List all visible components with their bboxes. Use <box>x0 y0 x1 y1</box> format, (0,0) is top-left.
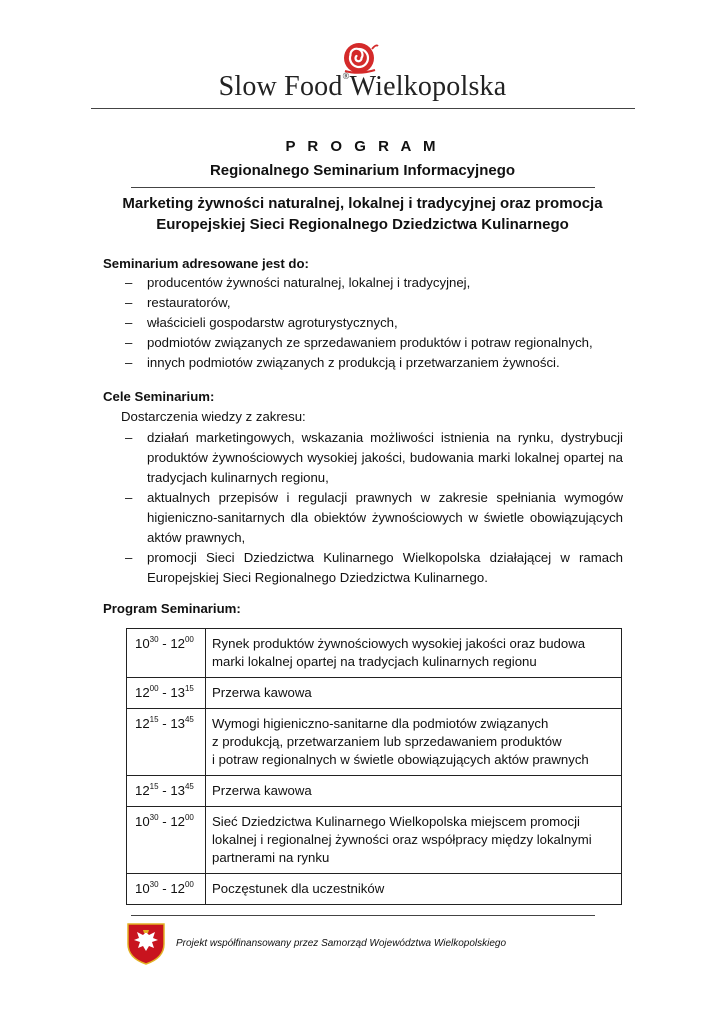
seminar-subtitle: Regionalnego Seminarium Informacyjnego <box>209 162 516 179</box>
topic-line: Marketing żywności naturalnej, lokalnej i tradycyjnej oraz promocja <box>122 195 603 212</box>
time-end-minute: 00 <box>184 635 194 644</box>
description-line: partnerami na rynku <box>212 850 330 865</box>
schedule-description <box>206 709 622 776</box>
description-line: Sieć Dziedzictwa Kulinarnego Wielkopolska miejscem promocji <box>212 814 580 829</box>
seminar-topic <box>100 193 625 235</box>
schedule-row <box>127 874 622 905</box>
time-start-hour: 10 <box>135 814 150 829</box>
time-start-hour: 12 <box>135 685 150 700</box>
audience-list <box>103 273 623 373</box>
schedule-description <box>206 629 622 678</box>
description-line: Przerwa kawowa <box>212 783 312 798</box>
description-line: Przerwa kawowa <box>212 685 312 700</box>
description-line: z produkcją, przetwarzaniem lub sprzedawaniem produktów <box>212 734 562 749</box>
list-item: – działań marketingowych, wskazania możliwości istnienia na rynku, dystrybucji produktów żywnościowych wysokiej jakości, budowania marki lokalnej opartej na tradycjach kulinarnych regionu, <box>103 428 623 488</box>
time-end-hour: 13 <box>170 685 185 700</box>
time-start-minute: 30 <box>149 635 159 644</box>
time-start-minute: 30 <box>149 813 159 822</box>
header-divider <box>91 108 635 109</box>
list-item: – właścicieli gospodarstw agroturystycznych, <box>103 313 623 333</box>
title-divider <box>131 187 595 188</box>
time-separator: - <box>158 783 171 798</box>
time-end-hour: 13 <box>170 783 185 798</box>
logo-wordmark: Slow Food®Wielkopolska <box>218 71 507 102</box>
time-start-minute: 00 <box>149 684 159 693</box>
schedule-row <box>127 807 622 874</box>
schedule-row <box>127 629 622 678</box>
time-start-hour: 10 <box>135 636 150 651</box>
schedule-description <box>206 807 622 874</box>
schedule-time <box>127 709 206 776</box>
goals-lead: Dostarczenia wiedzy z zakresu: <box>121 409 306 424</box>
time-separator: - <box>158 685 171 700</box>
list-item: – restauratorów, <box>103 293 623 313</box>
topic-line: Europejskiej Sieci Regionalnego Dziedzictwa Kulinarnego <box>156 216 569 233</box>
description-line: Poczęstunek dla uczestników <box>212 881 385 896</box>
time-separator: - <box>158 881 171 896</box>
funding-note: Projekt współfinansowany przez Samorząd Województwa Wielkopolskiego <box>176 938 507 949</box>
schedule-row <box>127 709 622 776</box>
schedule-description <box>206 678 622 709</box>
time-start-minute: 30 <box>149 880 159 889</box>
schedule-time <box>127 807 206 874</box>
time-start-minute: 15 <box>149 715 159 724</box>
time-separator: - <box>158 636 171 651</box>
time-start-hour: 10 <box>135 881 150 896</box>
slow-food-logo <box>0 38 725 102</box>
goals-list <box>103 428 623 588</box>
time-start-hour: 12 <box>135 783 150 798</box>
time-end-minute: 45 <box>184 715 194 724</box>
list-item: – producentów żywności naturalnej, lokalnej i tradycyjnej, <box>103 273 623 293</box>
description-line: marki lokalnej opartej na tradycjach kulinarnych regionu <box>212 654 537 669</box>
time-end-minute: 00 <box>184 813 194 822</box>
time-end-hour: 12 <box>170 881 185 896</box>
time-end-minute: 15 <box>184 684 194 693</box>
schedule-heading: Program Seminarium: <box>103 601 241 616</box>
list-item: – aktualnych przepisów i regulacji prawnych w zakresie spełniania wymogów higieniczno-sanitarnych dla obiektów żywnościowych w świetle obowiązujących aktów prawnych, <box>103 488 623 548</box>
time-end-minute: 45 <box>184 782 194 791</box>
schedule-row <box>127 678 622 709</box>
schedule-time <box>127 776 206 807</box>
footer-divider <box>131 915 595 916</box>
time-separator: - <box>158 716 171 731</box>
schedule-time <box>127 629 206 678</box>
time-start-minute: 15 <box>149 782 159 791</box>
description-line: Wymogi higieniczno-sanitarne dla podmiotów związanych <box>212 716 549 731</box>
time-start-hour: 12 <box>135 716 150 731</box>
list-item: – innych podmiotów związanych z produkcją i przetwarzaniem żywności. <box>103 353 623 373</box>
schedule-table <box>126 628 622 905</box>
schedule-row <box>127 776 622 807</box>
description-line: i potraw regionalnych w świetle obowiązujących aktów prawnych <box>212 752 589 767</box>
schedule-description <box>206 874 622 905</box>
audience-heading: Seminarium adresowane jest do: <box>103 256 309 271</box>
description-line: lokalnej i regionalnej żywności oraz współpracy między lokalnymi <box>212 832 592 847</box>
list-item: – podmiotów związanych ze sprzedawaniem produktów i potraw regionalnych, <box>103 333 623 353</box>
time-end-hour: 12 <box>170 636 185 651</box>
schedule-time <box>127 874 206 905</box>
white-eagle-coat-of-arms-icon <box>126 922 166 966</box>
time-separator: - <box>158 814 171 829</box>
schedule-time <box>127 678 206 709</box>
document-title: P R O G R A M <box>285 138 440 155</box>
time-end-minute: 00 <box>184 880 194 889</box>
time-end-hour: 12 <box>170 814 185 829</box>
goals-heading: Cele Seminarium: <box>103 389 215 404</box>
description-line: Rynek produktów żywnościowych wysokiej jakości oraz budowa <box>212 636 586 651</box>
time-end-hour: 13 <box>170 716 185 731</box>
schedule-description <box>206 776 622 807</box>
list-item: – promocji Sieci Dziedzictwa Kulinarnego Wielkopolska działającej w ramach Europejskiej Sieci Regionalnego Dziedzictwa Kulinarnego. <box>103 548 623 588</box>
